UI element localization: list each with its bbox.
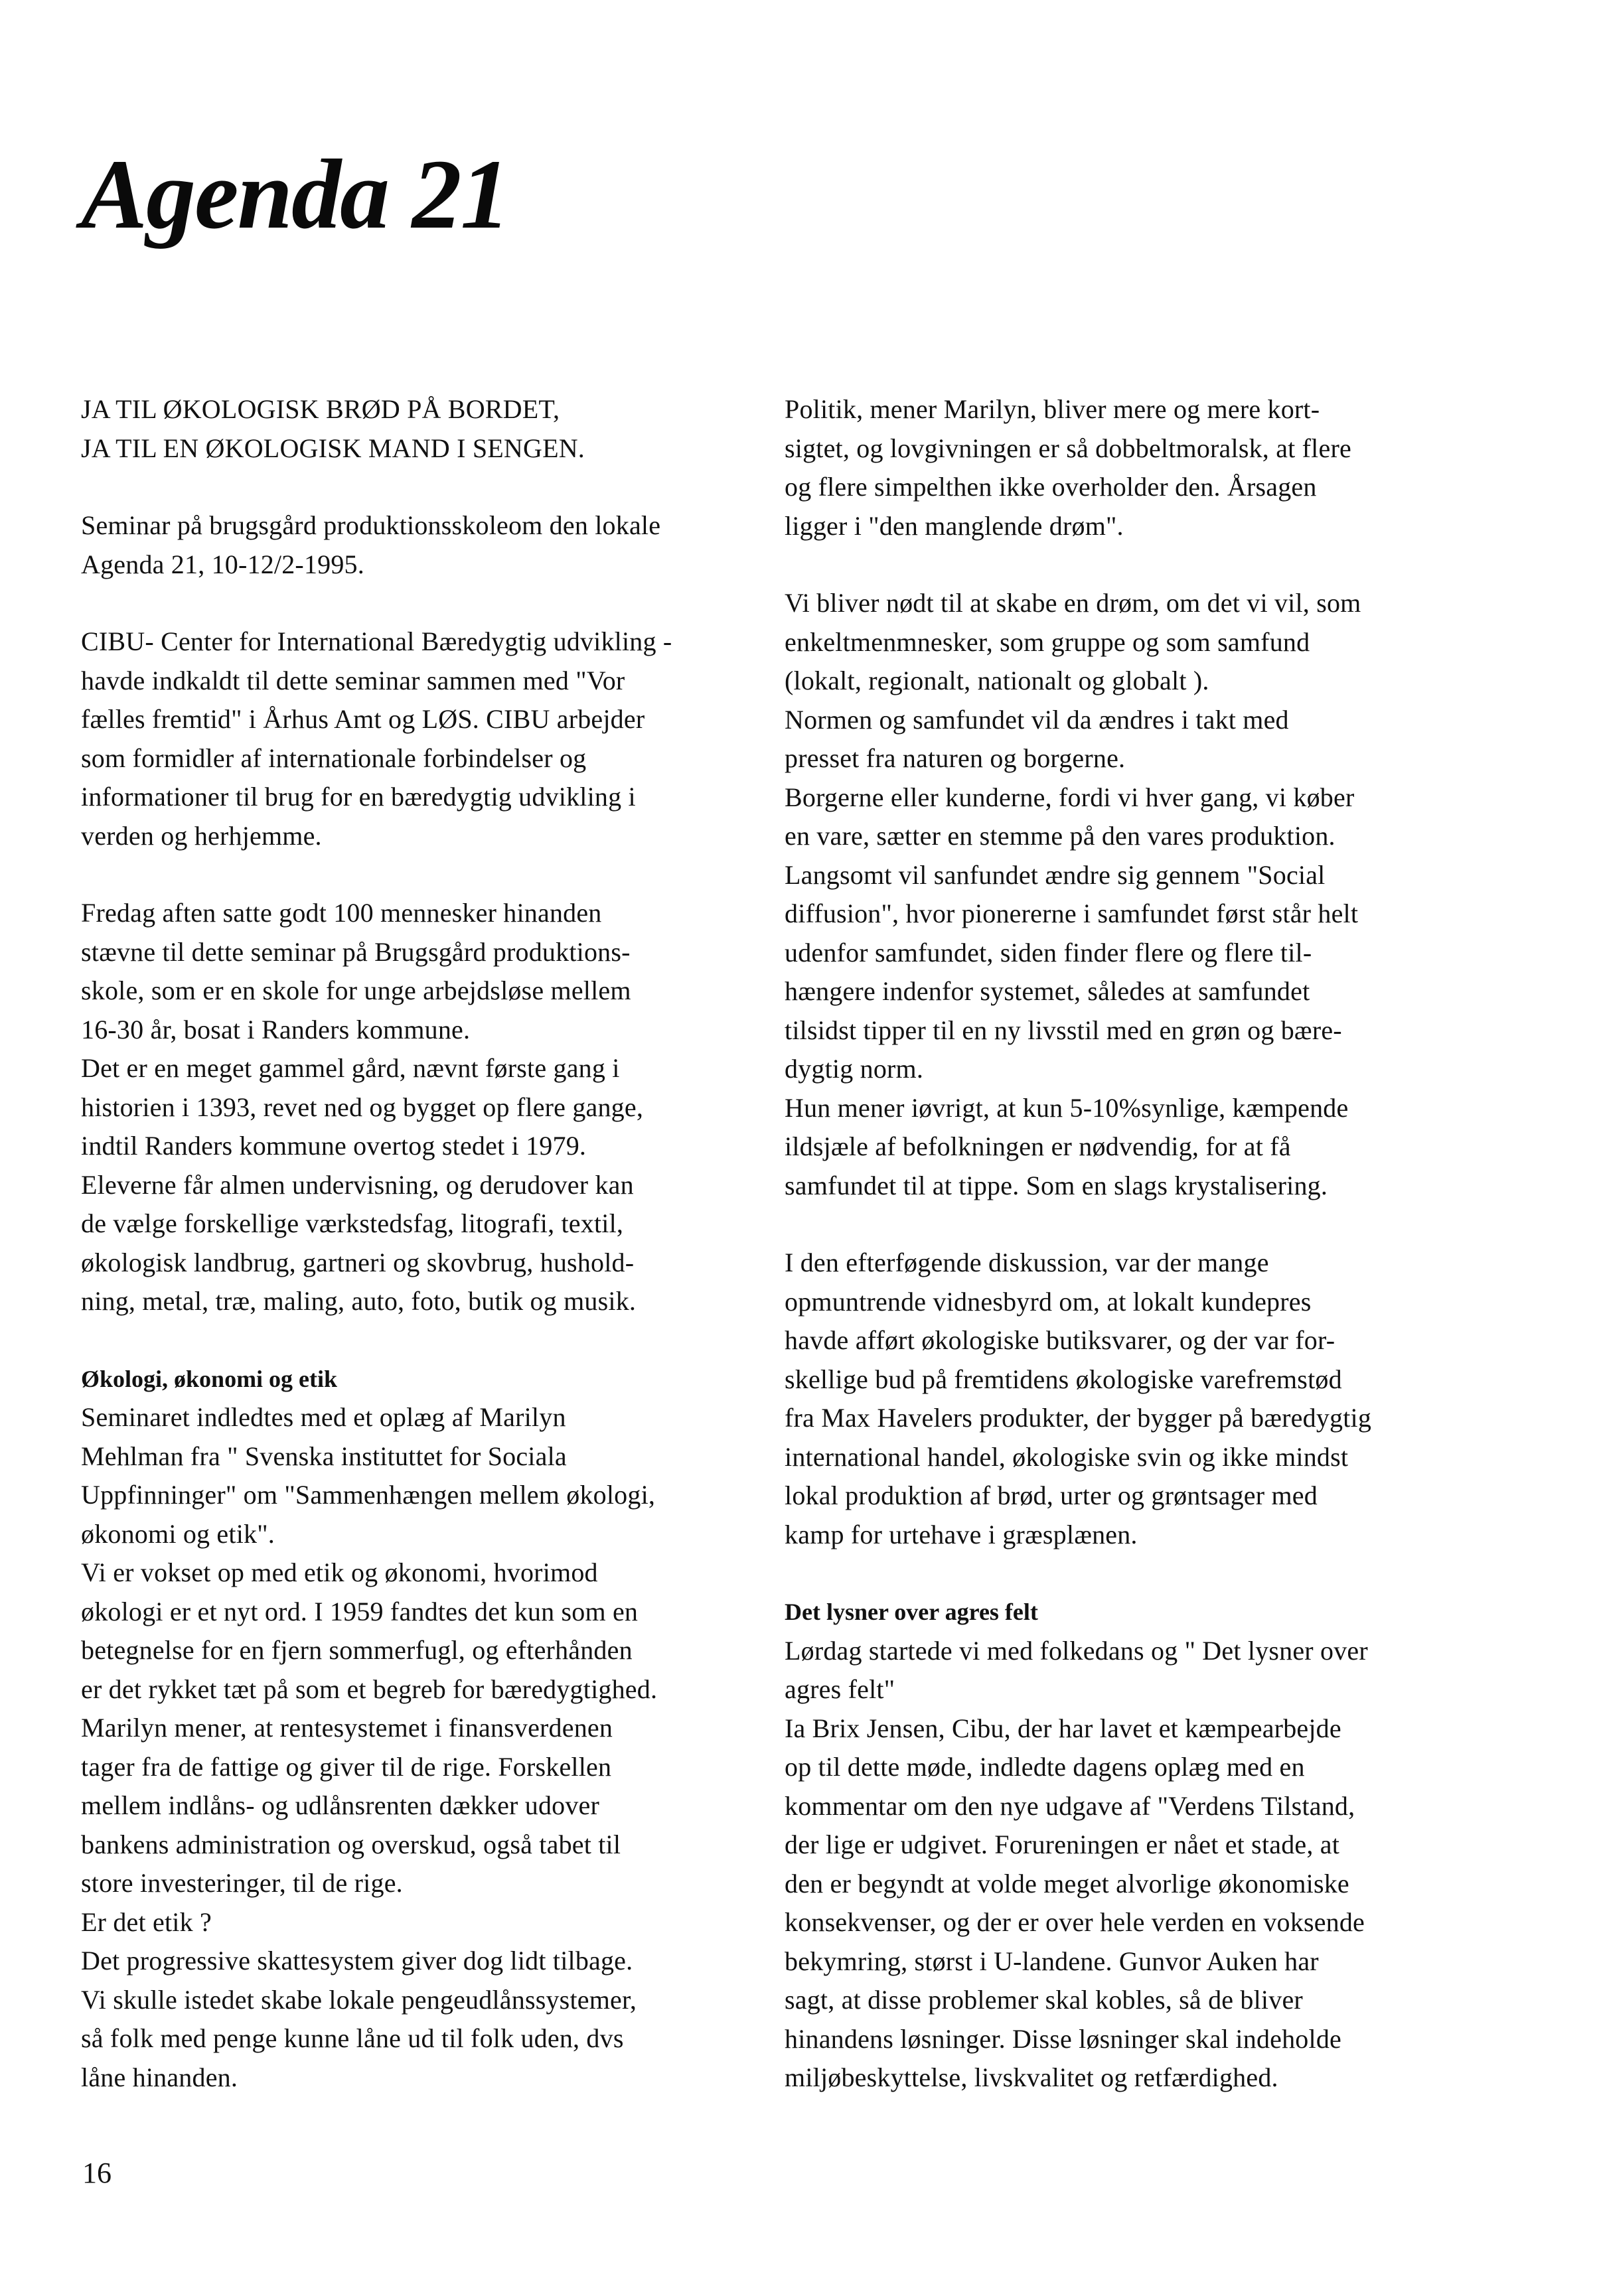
text-line: sagt, at disse problemer skal kobles, så de bliver <box>785 1985 1303 2015</box>
text-line: stævne til dette seminar på Brugsgård produktions- <box>81 936 631 967</box>
section-heading-lysner: Det lysner over agres felt <box>785 1599 1038 1625</box>
fredag-paragraph <box>81 894 771 1049</box>
text-line: Det progressive skattesystem giver dog lidt tilbage. <box>81 1946 633 1975</box>
text-line: verden og herhjemme. <box>81 820 322 851</box>
text-line: så folk med penge kunne låne ud til folk uden, dvs <box>81 2023 624 2053</box>
page-title: Agenda 21 <box>81 139 509 250</box>
politik-paragraph <box>785 390 1475 545</box>
text-line: JA TIL ØKOLOGISK BRØD PÅ BORDET, <box>81 394 560 424</box>
text-line: informationer til brug for en bæredygtig udvikling i <box>81 782 636 812</box>
lokale-paragraph <box>81 1981 771 2098</box>
text-line: Vi er vokset op med etik og økonomi, hvorimod <box>81 1557 598 1587</box>
text-line: historien i 1393, revet ned og bygget op flere gange, <box>81 1092 644 1122</box>
elever-paragraph <box>81 1166 771 1321</box>
borgerne-paragraph <box>785 778 1475 856</box>
text-line: kommentar om den nye udgave af "Verdens Tilstand, <box>785 1790 1355 1821</box>
text-line: bankens administration og overskud, også tabet til <box>81 1829 621 1859</box>
ia-paragraph <box>785 1709 1475 2098</box>
text-line: den er begyndt at volde meget alvorlige økonomiske <box>785 1868 1349 1899</box>
text-line: enkeltmenmnesker, som gruppe og som samfund <box>785 626 1310 657</box>
section-heading-oekologi: Økologi, økonomi og etik <box>81 1365 338 1392</box>
text-line: de vælge forskellige værkstedsfag, litografi, textil, <box>81 1208 624 1238</box>
text-line: Borgerne eller kunderne, fordi vi hver gang, vi køber <box>785 782 1355 812</box>
text-line: presset fra naturen og borgerne. <box>785 743 1126 773</box>
text-line: bekymring, størst i U-landene. Gunvor Auken har <box>785 1946 1319 1976</box>
text-line: økologi er et nyt ord. I 1959 fandtes det kun som en <box>81 1596 639 1626</box>
gaard-paragraph <box>81 1049 771 1166</box>
text-line: Politik, mener Marilyn, bliver mere og mere kort- <box>785 394 1320 424</box>
text-line: Vi skulle istedet skabe lokale pengeudlånssystemer, <box>81 1984 637 2015</box>
text-line: diffusion", hvor pionererne i samfundet først står helt <box>785 898 1359 928</box>
text-line: Normen og samfundet vil da ændres i takt med <box>785 704 1289 735</box>
text-line: havde afført økologiske butiksvarer, og der var for- <box>785 1325 1335 1355</box>
text-line: konsekvenser, og der er over hele verden en voksende <box>785 1907 1365 1937</box>
text-line: Seminaret indledtes med et oplæg af Marilyn <box>81 1402 566 1432</box>
droem-paragraph <box>785 584 1475 701</box>
text-line: Marilyn mener, at rentesystemet i finansverdenen <box>81 1713 613 1743</box>
text-line: Er det etik ? <box>81 1906 212 1937</box>
text-line: fælles fremtid" i Århus Amt og LØS. CIBU arbejder <box>81 704 645 734</box>
text-line: I den efterføgende diskussion, var der mange <box>785 1248 1269 1277</box>
langsomt-paragraph <box>785 856 1475 1089</box>
vokset-paragraph <box>81 1553 771 1709</box>
text-line: international handel, økologiske svin og ikke mindst <box>785 1441 1349 1472</box>
text-line: lokal produktion af brød, urter og grøntsager med <box>785 1480 1318 1510</box>
text-line: Fredag aften satte godt 100 mennesker hinanden <box>81 898 602 928</box>
page-number: 16 <box>82 2157 112 2189</box>
text-line: Mehlman fra " Svenska instituttet for Sociala <box>81 1441 567 1471</box>
slogan-paragraph <box>81 390 771 468</box>
text-line: fra Max Havelers produkter, der bygger på bæredygtig <box>785 1403 1372 1433</box>
normen-paragraph <box>785 701 1475 778</box>
text-line: er det rykket tæt på som et begreb for bæredygtighed. <box>81 1674 658 1704</box>
text-line: Det er en meget gammel gård, nævnt første gang i <box>81 1053 620 1083</box>
text-line: store investeringer, til de rige. <box>81 1868 403 1898</box>
text-line: og flere simpelthen ikke overholder den. Årsagen <box>785 472 1317 502</box>
text-line: skellige bud på fremtidens økologiske varefremstød <box>785 1364 1342 1394</box>
text-line: udenfor samfundet, siden finder flere og flere til- <box>785 937 1312 968</box>
rente-paragraph <box>81 1709 771 1903</box>
oplaeg-paragraph <box>81 1398 771 1553</box>
text-line: betegnelse for en fjern sommerfugl, og efterhånden <box>81 1635 633 1665</box>
right-column <box>785 390 1475 2098</box>
text-line: tager fra de fattige og giver til de rige. Forskellen <box>81 1751 612 1782</box>
text-line: JA TIL EN ØKOLOGISK MAND I SENGEN. <box>81 433 585 463</box>
text-line: kamp for urtehave i græsplænen. <box>785 1519 1138 1549</box>
text-line: Vi bliver nødt til at skabe en drøm, om det vi vil, som <box>785 588 1361 618</box>
text-line: Langsomt vil sanfundet ændre sig gennem "Social <box>785 859 1326 890</box>
text-line: låne hinanden. <box>81 2062 238 2092</box>
text-line: ildsjæle af befolkningen er nødvendig, for at få <box>785 1131 1291 1161</box>
text-line: havde indkaldt til dette seminar sammen med "Vor <box>81 665 625 695</box>
text-line: agres felt" <box>785 1674 895 1704</box>
text-line: økologisk landbrug, gartneri og skovbrug, hushold- <box>81 1247 635 1277</box>
text-line: opmuntrende vidnesbyrd om, at lokalt kundepres <box>785 1286 1312 1317</box>
progressive-paragraph <box>81 1942 771 1981</box>
hun-paragraph <box>785 1089 1475 1206</box>
text-line: samfundet til at tippe. Som en slags krystalisering. <box>785 1170 1328 1200</box>
text-line: 16-30 år, bosat i Randers kommune. <box>81 1014 471 1044</box>
text-line: ligger i "den manglende drøm". <box>785 510 1124 541</box>
text-line: der lige er udgivet. Forureningen er nået et stade, at <box>785 1830 1340 1859</box>
text-line: hinandens løsninger. Disse løsninger skal indeholde <box>785 2023 1341 2054</box>
text-line: tilsidst tipper til en ny livsstil med en grøn og bære- <box>785 1015 1342 1045</box>
text-line: dygtig norm. <box>785 1054 924 1084</box>
text-line: CIBU- Center for International Bæredygtig udvikling - <box>81 626 672 656</box>
text-line: Uppfinninger" om "Sammenhængen mellem økologi, <box>81 1480 656 1510</box>
text-line: miljøbeskyttelse, livskvalitet og retfærdighed. <box>785 2062 1278 2092</box>
text-line: Ia Brix Jensen, Cibu, der har lavet et kæmpearbejde <box>785 1713 1341 1743</box>
text-line: ning, metal, træ, maling, auto, foto, butik og musik. <box>81 1286 637 1316</box>
cibu-paragraph <box>81 622 771 855</box>
text-line: Eleverne får almen undervisning, og derudover kan <box>81 1169 634 1200</box>
seminar-paragraph <box>81 506 771 584</box>
text-line: indtil Randers kommune overtog stedet i 1979. <box>81 1131 587 1161</box>
text-line: en vare, sætter en stemme på den vares produktion. <box>785 821 1335 851</box>
text-line: mellem indlåns- og udlånsrenten dækker udover <box>81 1790 600 1820</box>
text-line: op til dette møde, indledte dagens oplæg med en <box>785 1752 1305 1782</box>
text-line: Lørdag startede vi med folkedans og " Det lysner over <box>785 1635 1368 1666</box>
left-column <box>81 390 771 2097</box>
text-line: som formidler af internationale forbindelser og <box>81 743 587 773</box>
loerdag-paragraph <box>785 1632 1475 1709</box>
text-line: Seminar på brugsgård produktionsskoleom den lokale <box>81 510 661 540</box>
text-line: sigtet, og lovgivningen er så dobbeltmoralsk, at flere <box>785 433 1351 463</box>
etik-question <box>81 1903 771 1942</box>
text-line: Hun mener iøvrigt, at kun 5-10%synlige, kæmpende <box>785 1092 1349 1123</box>
text-line: økonomi og etik". <box>81 1518 275 1549</box>
text-line: hængere indenfor systemet, således at samfundet <box>785 976 1310 1006</box>
diskussion-paragraph <box>785 1244 1475 1554</box>
text-line: (lokalt, regionalt, nationalt og globalt ). <box>785 666 1209 695</box>
text-line: skole, som er en skole for unge arbejdsløse mellem <box>81 975 631 1005</box>
text-line: Agenda 21, 10-12/2-1995. <box>81 549 364 579</box>
